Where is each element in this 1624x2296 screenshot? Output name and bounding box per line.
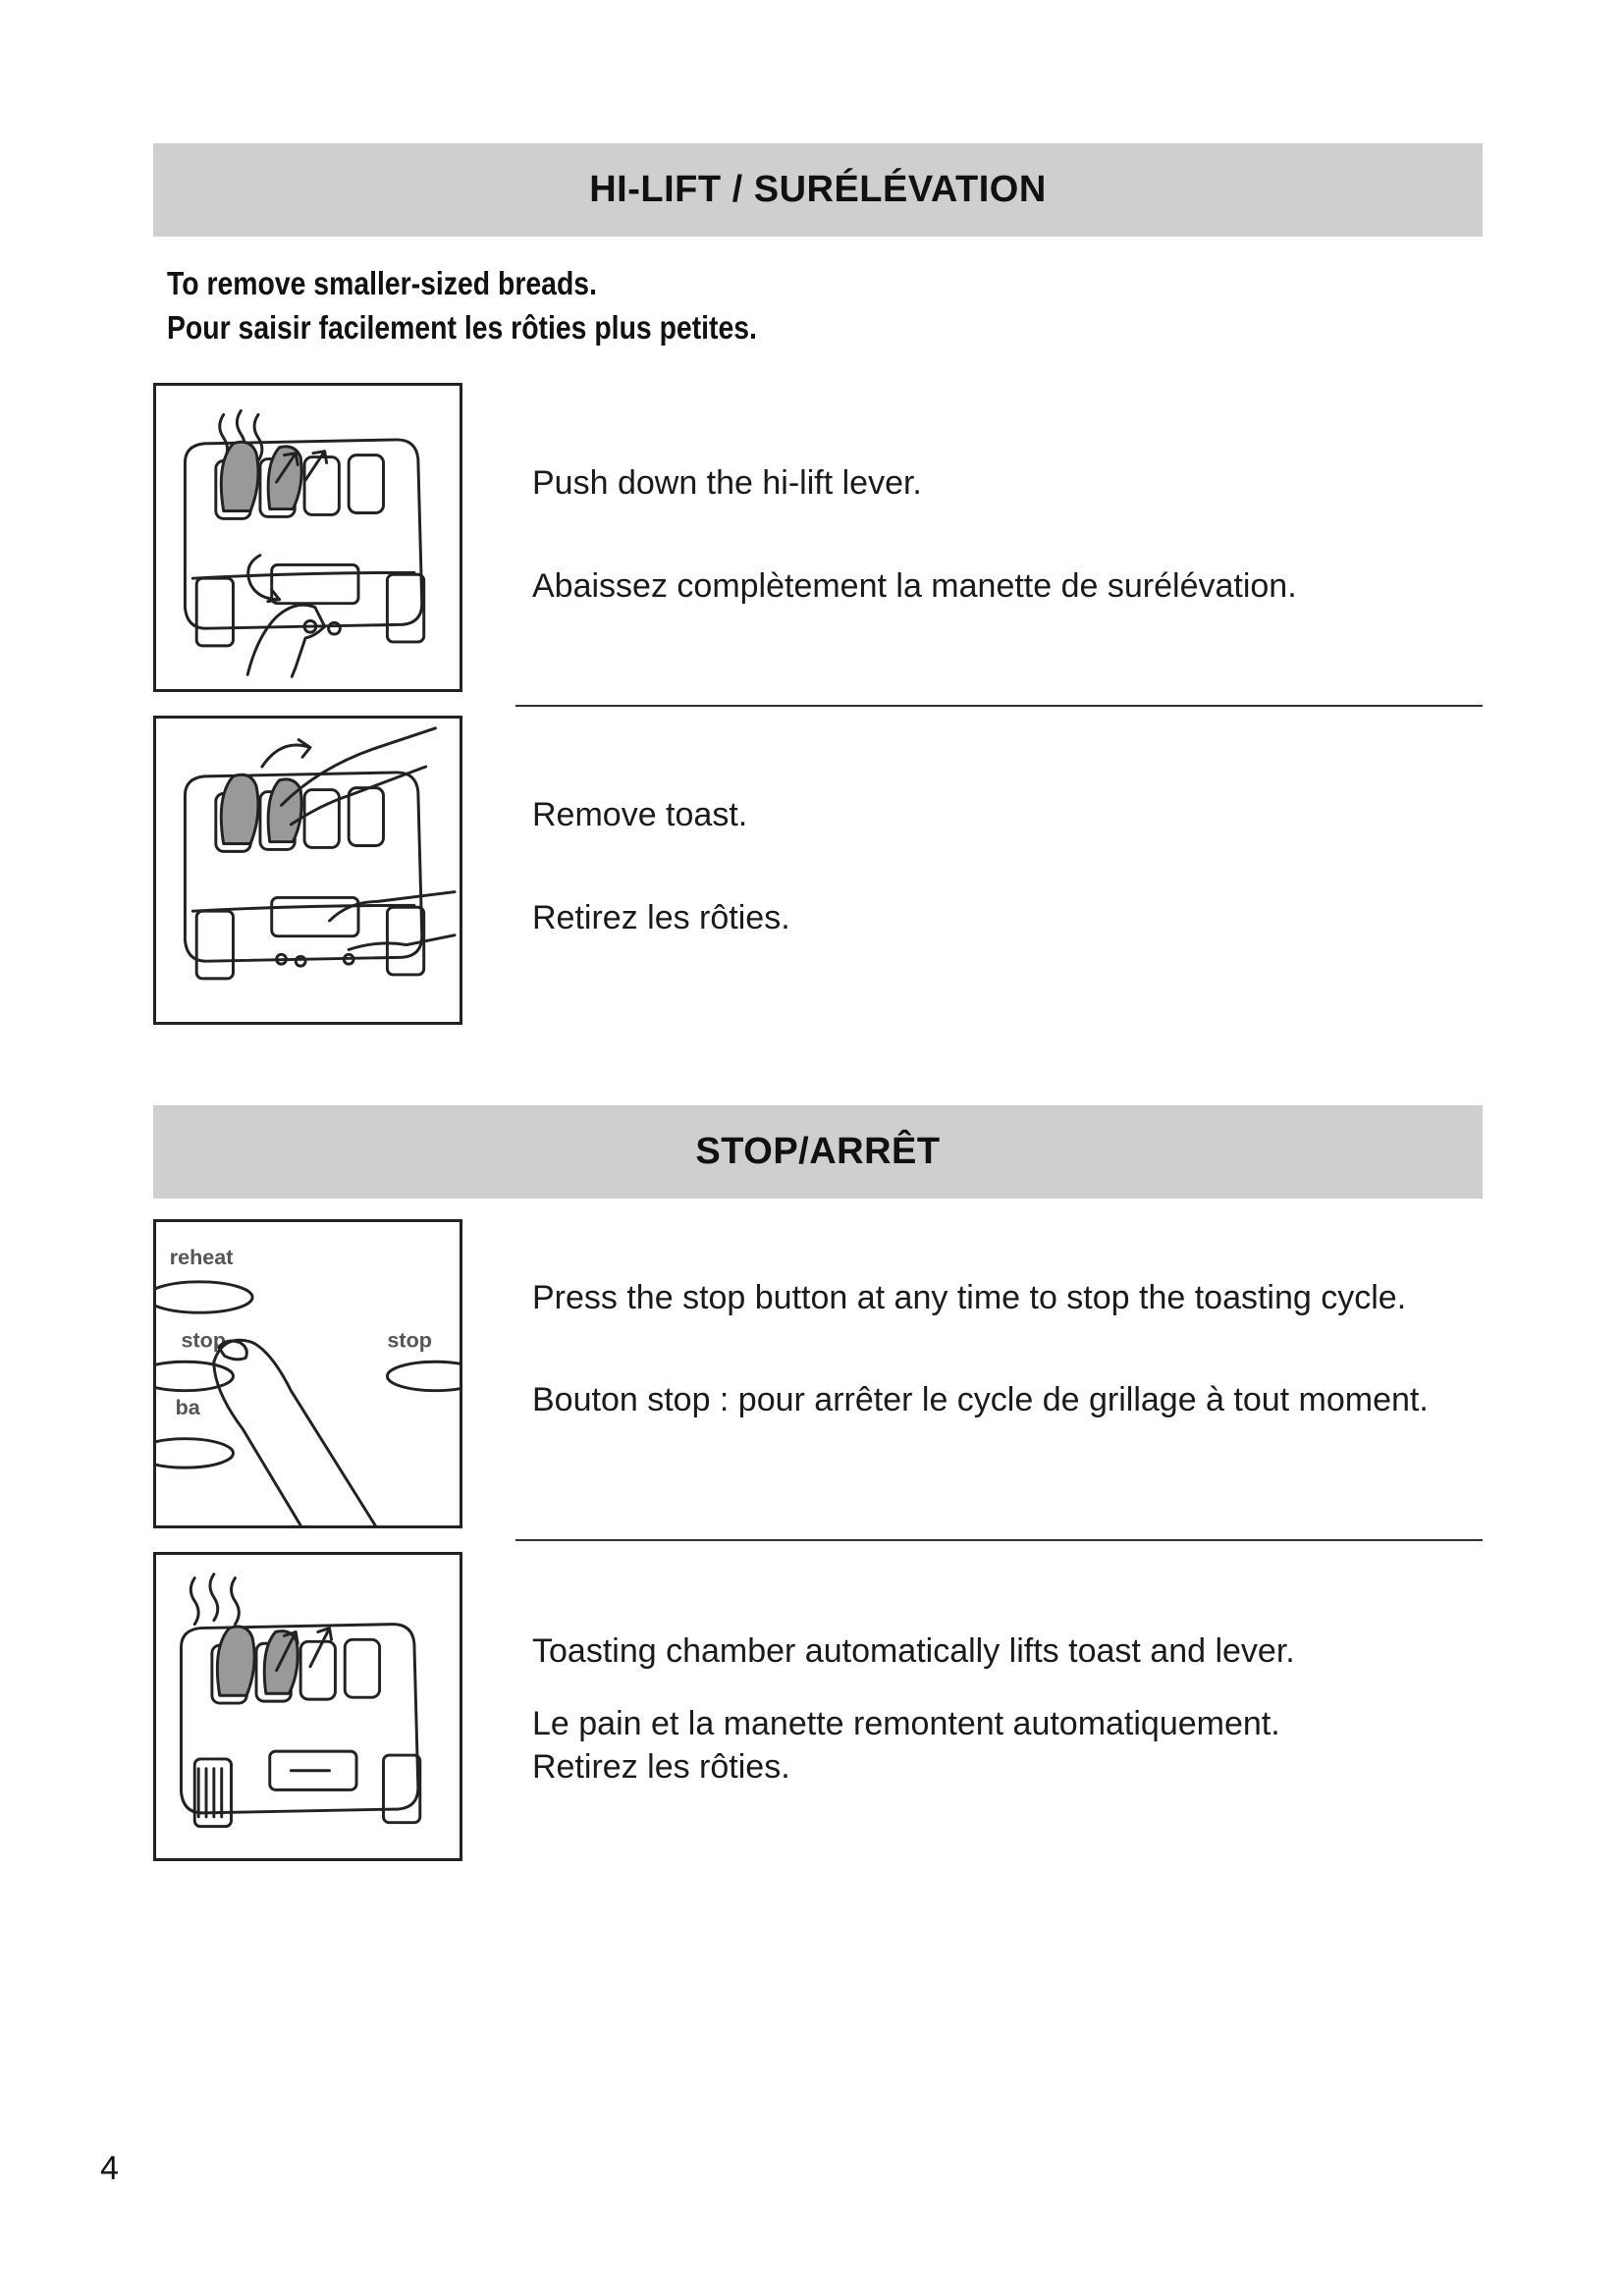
intro-line-fr: Pour saisir facilement les rôties plus petites.	[167, 309, 757, 346]
section-header-hilift	[153, 143, 1483, 237]
stop-label-right: stop	[387, 1327, 432, 1353]
page-number: 4	[100, 2150, 119, 2187]
divider	[515, 1539, 1483, 1541]
step2-en	[532, 793, 1455, 836]
toaster-auto-lift-icon	[153, 1552, 462, 1861]
reheat-label: reheat	[169, 1245, 234, 1270]
bagel-label: ba	[175, 1395, 200, 1420]
step-text: Retirez les rôties.	[532, 1748, 790, 1786]
step4-fr	[532, 1702, 1455, 1789]
step-text: Toasting chamber automatically lifts toast and lever.	[532, 1632, 1295, 1670]
stop-button-finger-icon	[153, 1219, 462, 1528]
section-title: STOP/ARRÊT	[695, 1131, 941, 1172]
step3-fr	[532, 1378, 1455, 1421]
stop-label: stop	[181, 1327, 227, 1353]
toaster-remove-toast-icon	[153, 716, 462, 1025]
step-text: Bouton stop : pour arrêter le cycle de grillage à tout moment.	[532, 1381, 1429, 1418]
step-text: Abaissez complètement la manette de surélévation.	[532, 567, 1297, 605]
step1-en	[532, 461, 1455, 505]
step-text: Remove toast.	[532, 796, 748, 833]
toaster-lever-push-icon	[153, 383, 462, 692]
section-header-stop	[153, 1105, 1483, 1199]
step-text: Le pain et la manette remontent automatiquement.	[532, 1705, 1280, 1742]
step1-fr	[532, 564, 1455, 608]
step-text: Retirez les rôties.	[532, 899, 790, 936]
step-text: Press the stop button at any time to stop the toasting cycle.	[532, 1279, 1407, 1316]
section-intro	[167, 261, 757, 349]
section-title: HI-LIFT / SURÉLÉVATION	[589, 169, 1047, 210]
step3-en	[532, 1276, 1455, 1319]
step4-en	[532, 1629, 1455, 1673]
divider	[515, 705, 1483, 707]
step2-fr	[532, 896, 1455, 939]
intro-line-en: To remove smaller-sized breads.	[167, 265, 597, 301]
step-text: Push down the hi-lift lever.	[532, 464, 922, 502]
